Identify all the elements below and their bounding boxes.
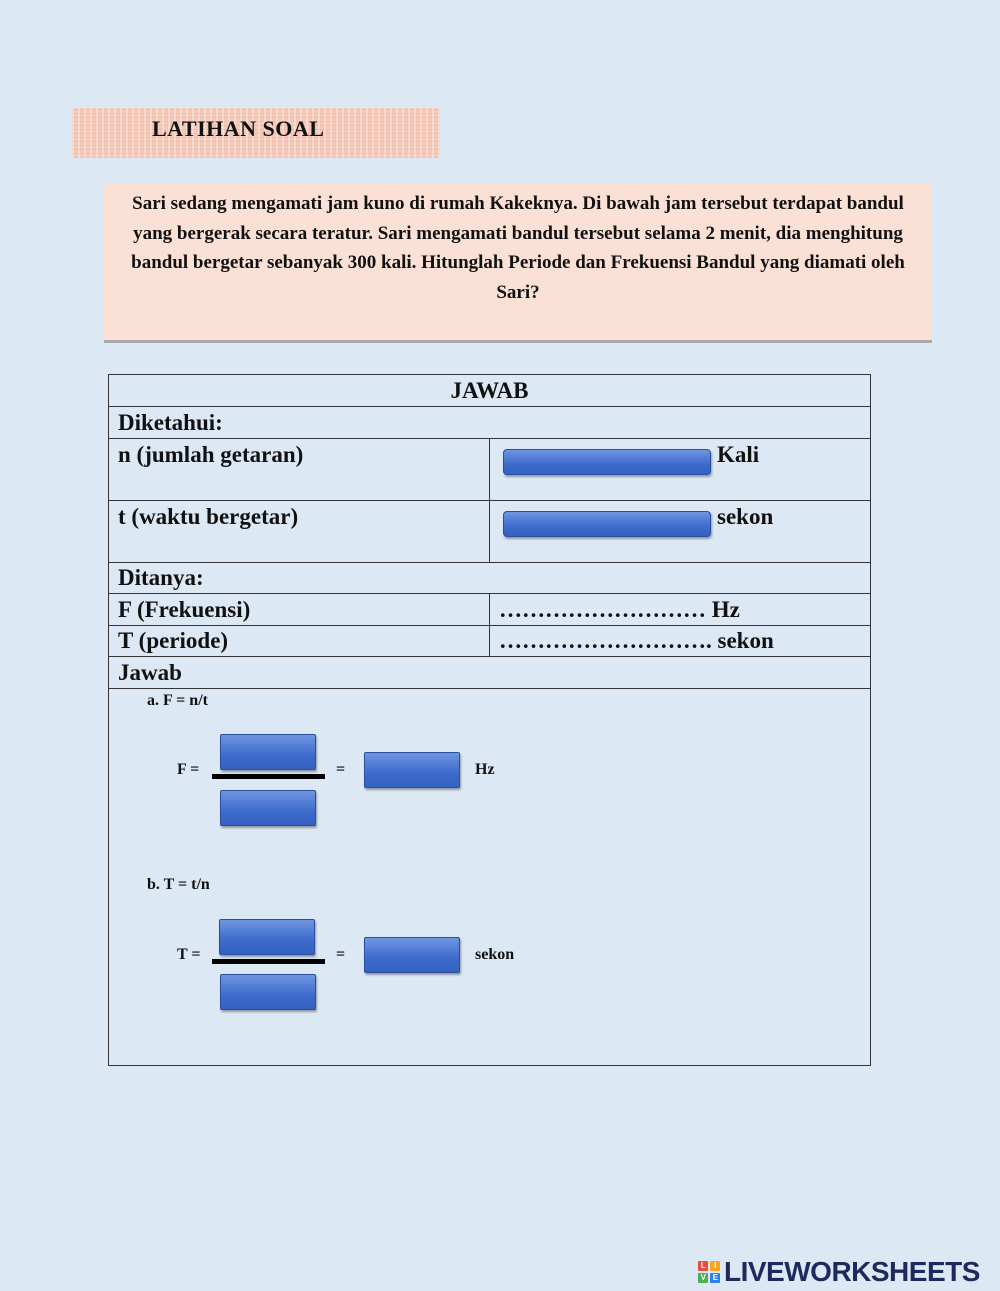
f-numerator-input[interactable] [220, 734, 316, 770]
t-label: t (waktu bergetar) [109, 501, 490, 563]
period-label: T (periode) [109, 626, 490, 657]
logo-letter-v: V [698, 1273, 708, 1283]
logo-letter-e: E [710, 1273, 720, 1283]
f-denominator-input[interactable] [220, 790, 316, 826]
f-prefix: F = [177, 761, 200, 778]
period-prefix: T = [177, 946, 201, 963]
f-unit: Hz [475, 761, 495, 778]
t-unit: sekon [717, 504, 774, 529]
t-input[interactable] [503, 511, 711, 537]
page-title: LATIHAN SOAL [152, 116, 325, 141]
period-value: ………………………. sekon [490, 626, 871, 657]
work-area [109, 689, 871, 1066]
f-label: F (Frekuensi) [109, 594, 490, 626]
f-fraction-bar [212, 774, 325, 779]
logo-text: LIVEWORKSHEETS [724, 1256, 980, 1287]
n-input[interactable] [503, 449, 711, 475]
period-result-input[interactable] [364, 937, 460, 973]
n-answer-cell [490, 439, 871, 501]
question-box [104, 183, 932, 343]
liveworksheets-logo [698, 1256, 980, 1288]
table-header: JAWAB [109, 375, 871, 407]
period-unit: sekon [475, 946, 515, 963]
f-result-input[interactable] [364, 752, 460, 788]
known-label: Diketahui: [109, 407, 871, 439]
part-a-formula: a. F = n/t [147, 692, 208, 709]
t-answer-cell [490, 501, 871, 563]
f-equals: = [336, 761, 346, 778]
part-b-formula: b. T = t/n [147, 876, 210, 893]
logo-letter-l: L [698, 1261, 708, 1271]
asked-label: Ditanya: [109, 563, 871, 594]
n-label: n (jumlah getaran) [109, 439, 490, 501]
period-denominator-input[interactable] [220, 974, 316, 1010]
period-equals: = [336, 946, 346, 963]
f-value: ……………………… Hz [490, 594, 871, 626]
answer-table [108, 374, 871, 1066]
period-fraction-bar [212, 959, 325, 964]
answer-label: Jawab [109, 657, 871, 689]
logo-icon [698, 1261, 720, 1283]
period-numerator-input[interactable] [219, 919, 315, 955]
n-unit: Kali [717, 442, 760, 467]
logo-letter-i: I [710, 1261, 720, 1271]
question-text: Sari sedang mengamati jam kuno di rumah Kakeknya. Di bawah jam tersebut terdapat bandul yang bergerak secara teratur. Sari mengamati bandul tersebut selama 2 menit, dia menghitung bandul bergetar sebanyak 300 kali. Hitunglah Periode dan Frekuensi Bandul yang diamati oleh Sari? [131, 193, 905, 303]
